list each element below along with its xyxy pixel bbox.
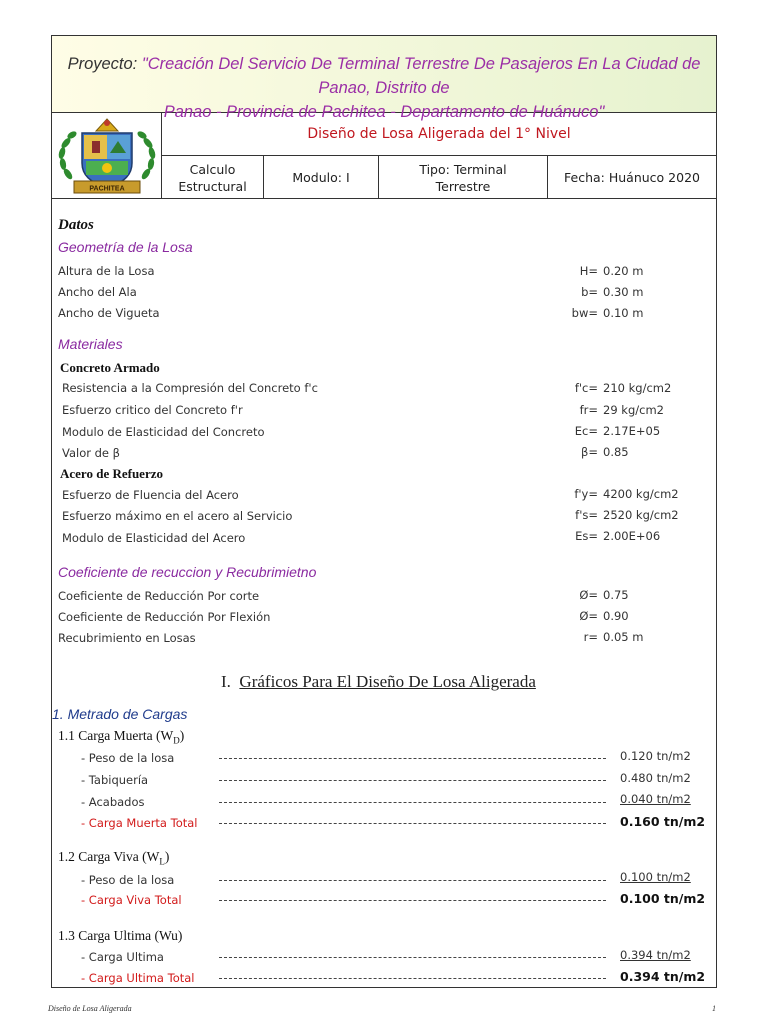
load-total-value: 0.160 tn/m2 <box>620 814 706 829</box>
load-total-label: - Carga Ultima Total <box>81 971 195 985</box>
load-row-value: 0.100 tn/m2 <box>620 870 691 884</box>
logo-banner-text: PACHITEA <box>89 185 125 193</box>
row-label: Valor de β <box>62 446 121 460</box>
load-row-value: 0.480 tn/m2 <box>620 771 691 785</box>
row-value: 2520 kg/cm2 <box>603 508 679 522</box>
coeficientes-title: Coeficiente de recuccion y Recubrimietno <box>58 564 317 580</box>
row-value: 4200 kg/cm2 <box>603 487 679 501</box>
header-cell-calculo: Calculo Estructural <box>162 156 264 199</box>
acero-title: Acero de Refuerzo <box>60 466 163 481</box>
dashed-leader <box>219 880 606 881</box>
load-total-label: - Carga Muerta Total <box>81 816 198 830</box>
header-cell-fecha: Fecha: Huánuco 2020 <box>564 170 700 185</box>
carga-muerta-title <box>58 728 184 746</box>
row-value: 2.17E+05 <box>603 424 661 438</box>
row-value: 0.75 <box>603 588 629 602</box>
carga-muerta-title-close: ) <box>179 728 185 743</box>
load-row-label: - Peso de la losa <box>81 873 175 887</box>
metrado-title: 1. Metrado de Cargas <box>52 706 188 722</box>
row-symbol: b= <box>581 285 598 299</box>
page-number: 1 <box>712 1004 716 1013</box>
load-row-value: 0.040 tn/m2 <box>620 792 691 806</box>
row-symbol: fr= <box>579 403 598 417</box>
carga-viva-subscript: L <box>159 856 165 867</box>
row-label: Esfuerzo máximo en el acero al Servicio <box>62 509 293 523</box>
row-symbol: r= <box>583 630 598 644</box>
row-symbol: Ø= <box>579 609 598 623</box>
dashed-leader <box>219 900 606 901</box>
row-label: Ancho del Ala <box>58 285 137 299</box>
carga-viva-title-text: 1.2 Carga Viva (W <box>58 849 160 864</box>
row-value: 0.85 <box>603 445 629 459</box>
row-label: Recubrimiento en Losas <box>58 631 196 645</box>
section-title-text: Gráficos Para El Diseño De Losa Aligerada <box>239 672 536 691</box>
row-symbol: f's= <box>575 508 598 522</box>
row-symbol: bw= <box>571 306 598 320</box>
sheet-title: Diseño de Losa Aligerada del 1° Nivel <box>162 113 716 156</box>
row-label: Coeficiente de Reducción Por corte <box>58 589 260 603</box>
header-cell-tipo: Tipo: Terminal Terrestre <box>379 156 548 199</box>
section-title <box>221 672 536 692</box>
geometria-title: Geometría de la Losa <box>58 239 193 255</box>
datos-heading: Datos <box>58 217 94 233</box>
row-symbol: f'c= <box>574 381 598 395</box>
row-symbol: β= <box>581 445 598 459</box>
header-cell-modulo: Modulo: I <box>264 156 379 199</box>
dashed-leader <box>219 802 606 803</box>
load-row-value: 0.394 tn/m2 <box>620 948 691 962</box>
row-label: Resistencia a la Compresión del Concreto f'c <box>62 381 318 395</box>
load-total-value: 0.394 tn/m2 <box>620 969 706 984</box>
load-total-label: - Carga Viva Total <box>81 893 182 907</box>
pachitea-logo <box>52 113 162 199</box>
dashed-leader <box>219 780 606 781</box>
row-label: Coeficiente de Reducción Por Flexión <box>58 610 271 624</box>
row-label: Esfuerzo de Fluencia del Acero <box>62 488 239 502</box>
carga-viva-title-close: ) <box>164 849 170 864</box>
load-row-label: - Peso de la losa <box>81 751 175 765</box>
dashed-leader <box>219 957 606 958</box>
dashed-leader <box>219 758 606 759</box>
row-label: Ancho de Vigueta <box>58 306 160 320</box>
row-symbol: Ø= <box>579 588 598 602</box>
row-value: 0.90 <box>603 609 629 623</box>
project-label: Proyecto: <box>67 55 138 73</box>
row-value: 210 kg/cm2 <box>603 381 672 395</box>
footer-title: Diseño de Losa Aligerada <box>48 1004 132 1013</box>
carga-muerta-title-text: 1.1 Carga Muerta (W <box>58 728 174 743</box>
row-value: 29 kg/cm2 <box>603 403 664 417</box>
section-number: I. <box>221 672 231 691</box>
row-symbol: H= <box>579 264 598 278</box>
dashed-leader <box>219 823 606 824</box>
row-value: 0.20 m <box>603 264 644 278</box>
carga-ultima-title: 1.3 Carga Ultima (Wu) <box>58 928 183 943</box>
row-value: 2.00E+06 <box>603 529 661 543</box>
concreto-title: Concreto Armado <box>60 360 160 375</box>
header-table <box>52 113 716 199</box>
load-total-value: 0.100 tn/m2 <box>620 891 706 906</box>
row-value: 0.05 m <box>603 630 644 644</box>
carga-muerta-subscript: D <box>173 735 180 746</box>
load-row-label: - Tabiquería <box>81 773 149 787</box>
load-row-label: - Carga Ultima <box>81 950 164 964</box>
project-text-line1: "Creación Del Servicio De Terminal Terrestre De Pasajeros En La Ciudad de Panao, Distrito de <box>141 55 701 97</box>
project-text-line2: Panao - Provincia de Pachitea - Departamento de Huánuco" <box>163 103 605 121</box>
row-label: Modulo de Elasticidad del Concreto <box>62 425 265 439</box>
carga-viva-title <box>58 849 169 867</box>
row-value: 0.10 m <box>603 306 644 320</box>
row-symbol: Es= <box>575 529 598 543</box>
row-symbol: f'y= <box>574 487 598 501</box>
row-label: Esfuerzo critico del Concreto f'r <box>62 403 243 417</box>
dashed-leader <box>219 978 606 979</box>
materiales-title: Materiales <box>58 336 123 352</box>
row-value: 0.30 m <box>603 285 644 299</box>
project-banner <box>52 36 716 121</box>
load-row-value: 0.120 tn/m2 <box>620 749 691 763</box>
load-row-label: - Acabados <box>81 795 145 809</box>
row-label: Modulo de Elasticidad del Acero <box>62 531 246 545</box>
row-symbol: Ec= <box>574 424 598 438</box>
row-label: Altura de la Losa <box>58 264 155 278</box>
